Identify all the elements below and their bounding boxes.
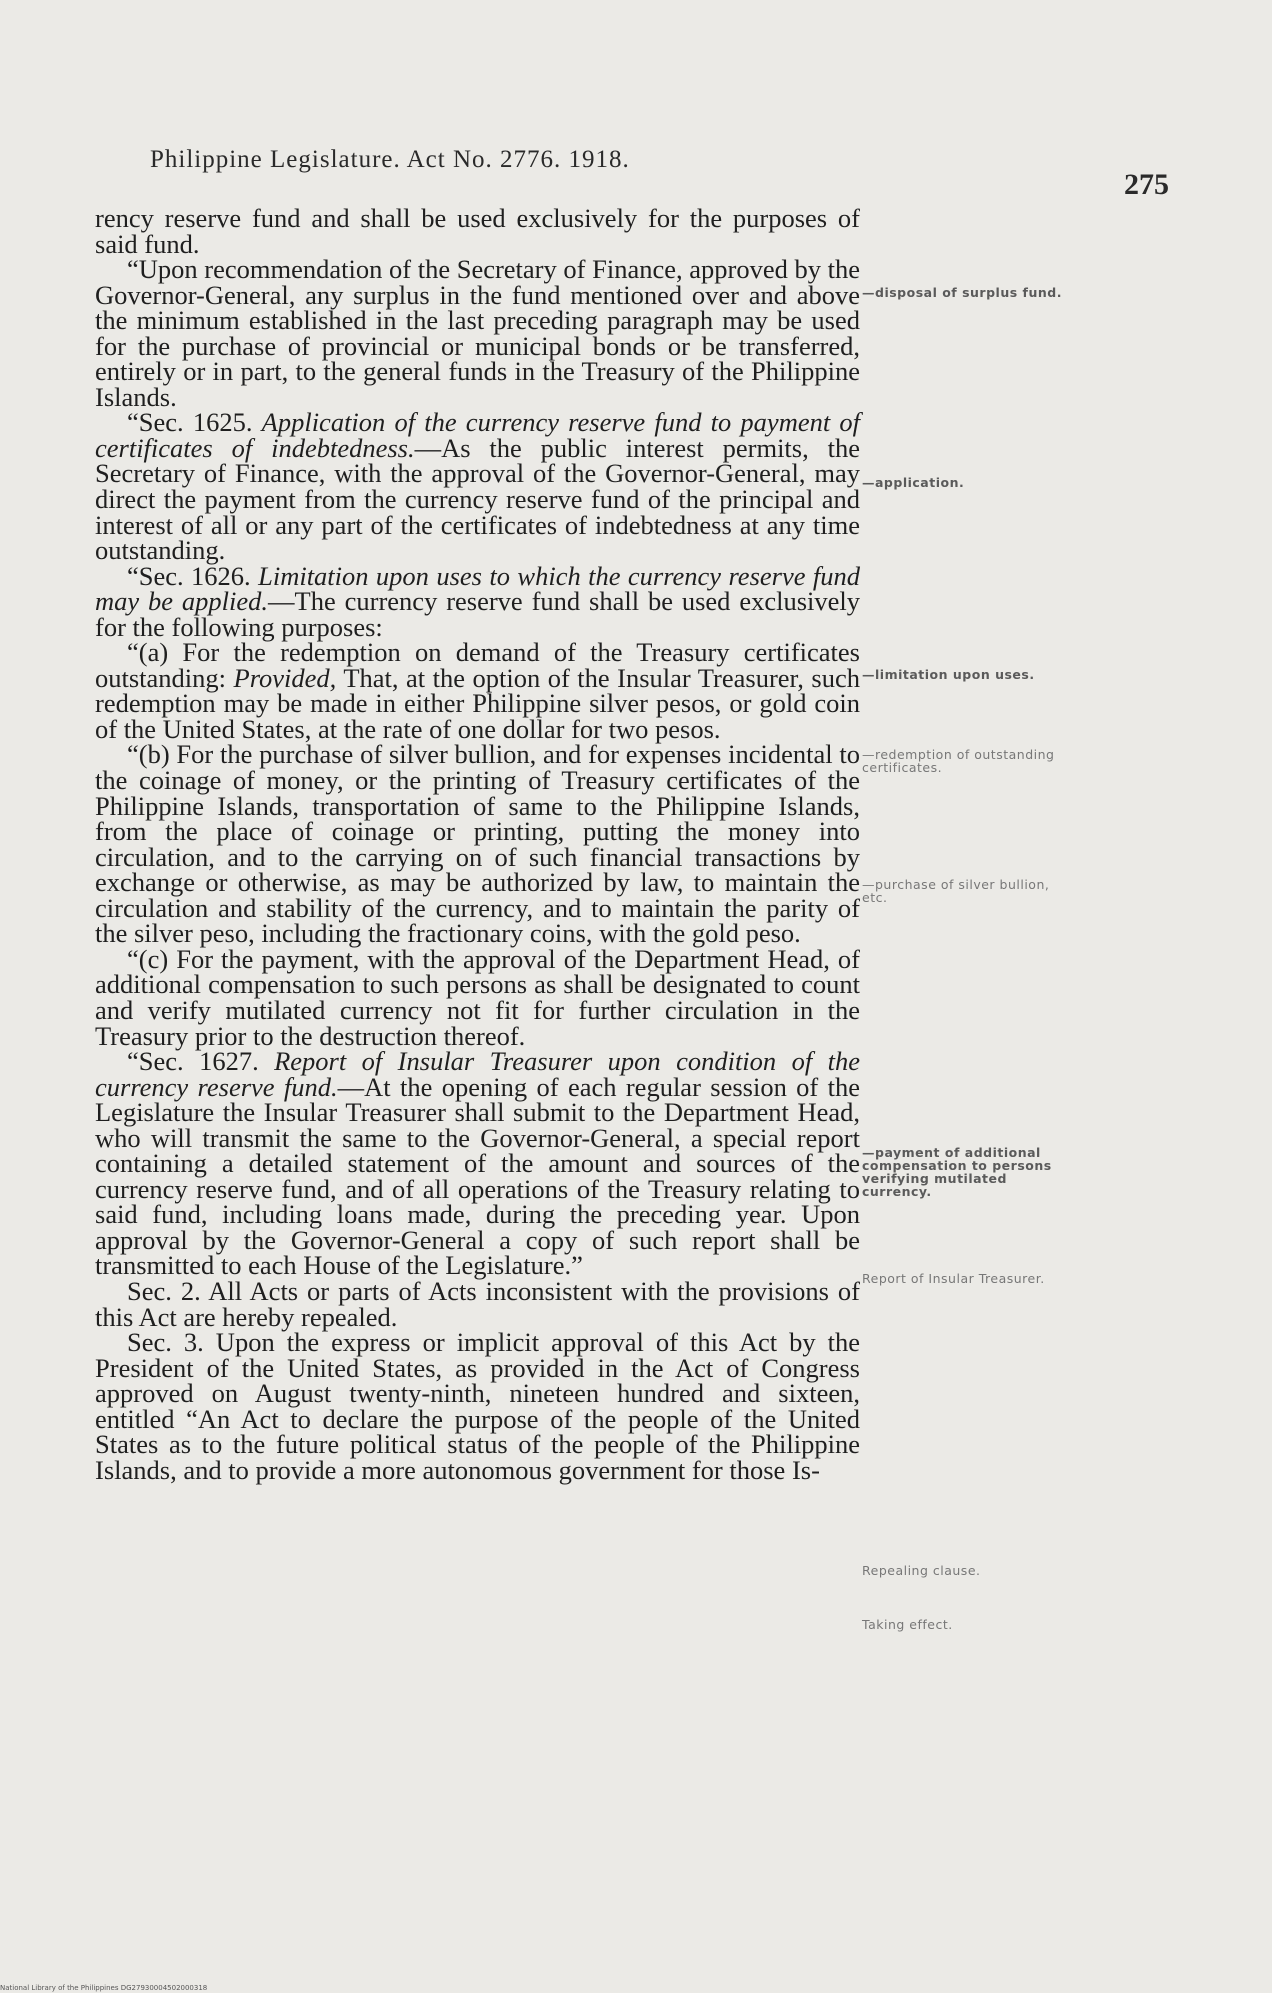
margin-note-taking-effect: Taking effect. [862,1617,953,1632]
margin-note-compensation: —payment of additional compensation to persons verifying mutilated currency. [862,1145,1052,1199]
margin-note-silver: —purchase of silver bullion, etc. [862,877,1050,905]
clause-c: “(c) For the payment, with the approval of the Department Head, of additional compensation to such persons as shall be designated to count and verify mutilated currency not fit for further circulation in the Treasury prior to the destruction thereof. [95,943,860,1051]
section-1625-lead: “Sec. 1625. [127,407,262,438]
margin-note-surplus: —disposal of surplus fund. [862,285,1062,300]
margin-note-redemption: —redemption of outstanding certificates. [862,747,1055,775]
section-1626 [95,560,861,642]
clause-b: “(b) For the purchase of silver bullion, and for expenses incidental to the coinage of money, or the printing of Treasury certificates of the Philippine Islands, transportation of same to the Philippine Islands, from the place of coinage or printing, putting the money into circulation, and to the carrying on of such financial transactions by exchange or otherwise, as may be authorized by law, to maintain the circulation and stability of the currency, and to maintain the parity of the silver peso, including the fractionary coins, with the gold peso. [95,739,860,949]
section-1626-lead: “Sec. 1626. [127,560,259,591]
section-1625 [95,407,860,566]
section-1627-text: —At the opening of each regular session of the Legislature the Insular Treasurer shall submit to the Department Head, who will transmit the same to the Governor-General, a special report containing a detailed statement of the amount and sources of the currency reserve fund, and of all operations of the Treasury relating to said fund, including loans made, during the preceding year. Upon approval by the Governor-General a copy of such report shall be transmitted to each House of the Legislature.” [95,1071,860,1281]
clause-a [95,637,860,744]
clause-a-proviso: Provided, [233,662,337,693]
section-1627-lead: “Sec. 1627. [127,1046,275,1077]
section-3: Sec. 3. Upon the express or implicit approval of this Act by the President of the United States, as provided in the Act of Congress approved on August twenty-ninth, nineteen hundred and sixteen, entitled “An Act to declare the purpose of the people of the United States as to the future political status of the people of the Philippine Islands, and to provide a more autonomous government for those Is- [95,1327,860,1485]
section-1626-title: Limitation upon uses to which the currency reserve fund may be applied. [95,560,860,617]
section-1625-text: —As the public interest permits, the Secretary of Finance, with the approval of the Governor-General, may direct the payment from the currency reserve fund of the principal and interest of all or any part of the certificates of indebtedness at any time outstanding. [95,432,860,566]
act-body-text [95,203,861,1485]
paragraph-surplus: “Upon recommendation of the Secretary of Finance, approved by the Governor-General, any surplus in the fund mentioned over and above the minimum established in the last preceding paragraph may be used for the purchase of provincial or municipal bonds or be transferred, entirely or in part, to the general funds in the Treasury of the Philippine Islands. [95,254,860,412]
section-1627 [95,1046,860,1281]
margin-note-repealing: Repealing clause. [862,1563,981,1578]
paragraph-continuation: rency reserve fund and shall be used exclusively for the purposes of said fund. [95,203,860,259]
margin-note-limitation: —limitation upon uses. [862,667,1035,682]
margin-note-application: —application. [862,475,965,490]
page-number: 275 [1124,168,1169,201]
section-2: Sec. 2. All Acts or parts of Acts inconsistent with the provisions of this Act are hereby repealed. [95,1275,860,1332]
margin-note-report: Report of Insular Treasurer. [862,1271,1045,1286]
clause-a-lead: “(a) For the redemption on demand of the Treasury certificates outstanding: [95,637,860,693]
section-1626-text: —The currency reserve fund shall be used exclusively for the following purposes: [95,586,861,642]
running-header: Philippine Legislature. Act No. 2776. 1918. [150,146,630,173]
scan-footer: National Library of the Philippines DG27930004502000318 [0,1984,208,1992]
clause-a-text: That, at the option of the Insular Treasurer, such redemption may be made in either Philippine silver pesos, or gold coin of the United States, at the rate of one dollar for two pesos. [95,662,860,744]
section-1625-title: Application of the currency reserve fund to payment of certificates of indebtedness. [95,407,860,463]
section-1627-title: Report of Insular Treasurer upon condition of the currency reserve fund. [95,1046,860,1102]
